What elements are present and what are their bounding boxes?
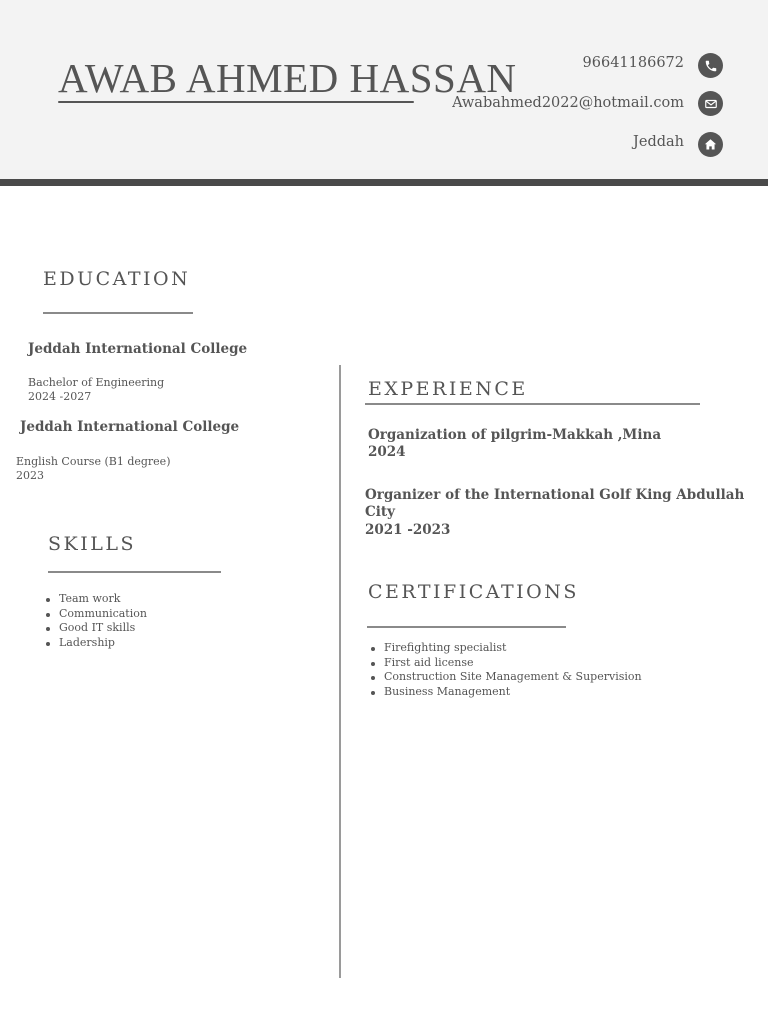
skills-rule (48, 571, 221, 573)
name-underline (58, 101, 414, 103)
column-divider (339, 365, 341, 978)
skills-list (46, 592, 147, 650)
education-school: Jeddah International College (20, 419, 240, 435)
experience-role: Organization of pilgrim-Makkah ,Mina (368, 427, 662, 443)
header-divider-bar (0, 179, 768, 186)
experience-rule (365, 403, 700, 405)
skill-item: Communication (46, 607, 147, 622)
education-years: 2023 (16, 469, 44, 482)
mail-icon (698, 91, 723, 116)
education-course: English Course (B1 degree) (16, 455, 171, 468)
skill-item: Good IT skills (46, 621, 147, 636)
skills-heading: SKILLS (48, 533, 136, 555)
education-rule (43, 312, 193, 314)
experience-years: 2024 (368, 444, 406, 460)
skill-item: Team work (46, 592, 147, 607)
education-degree: Bachelor of Engineering (28, 376, 165, 389)
phone-number[interactable]: 96641186672 (582, 55, 684, 71)
certification-item: Business Management (371, 685, 642, 700)
education-years: 2024 -2027 (28, 390, 92, 403)
certification-item: Firefighting specialist (371, 641, 642, 656)
certifications-heading: CERTIFICATIONS (368, 581, 579, 603)
city: Jeddah (633, 134, 684, 150)
experience-years: 2021 -2023 (365, 522, 451, 538)
certifications-rule (367, 626, 566, 628)
certification-item: First aid license (371, 656, 642, 671)
education-heading: EDUCATION (43, 268, 191, 290)
experience-heading: EXPERIENCE (368, 378, 528, 400)
certification-item: Construction Site Management & Supervision (371, 670, 642, 685)
home-icon (698, 132, 723, 157)
certifications-list (371, 641, 642, 699)
experience-role-continued: City (365, 504, 395, 520)
candidate-name: AWAB AHMED HASSAN (58, 55, 517, 101)
education-school: Jeddah International College (28, 341, 248, 357)
phone-icon (698, 53, 723, 78)
email-address[interactable]: Awabahmed2022@hotmail.com (452, 95, 684, 111)
experience-role: Organizer of the International Golf King Abdullah (365, 487, 745, 503)
skill-item: Ladership (46, 636, 147, 651)
